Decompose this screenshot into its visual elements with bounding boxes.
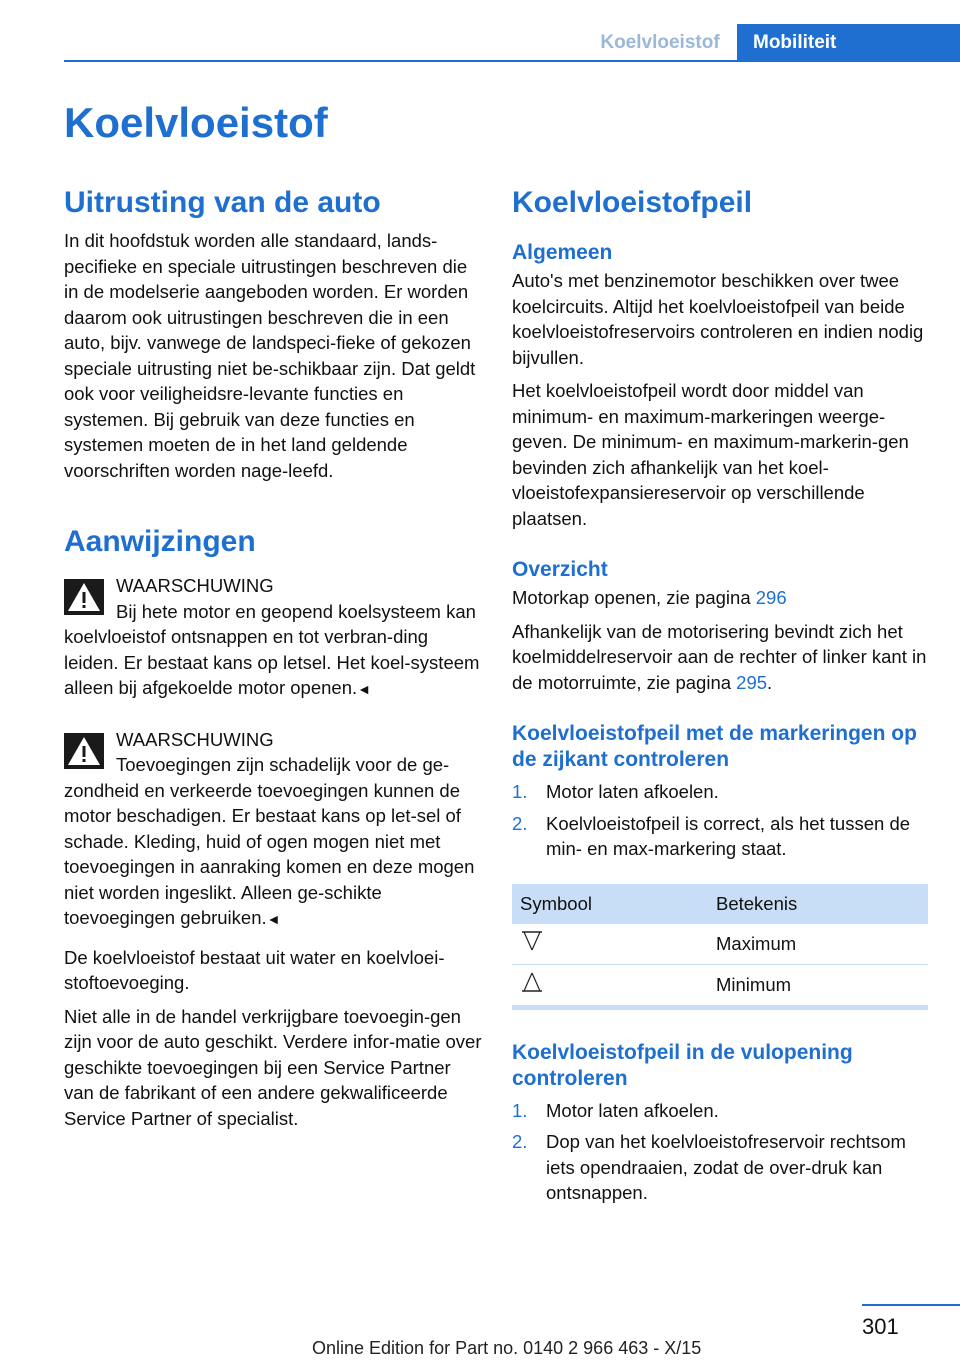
warning-block-2: [64, 727, 482, 933]
list-item: 2. Koelvloeistofpeil is correct, als het tussen de min- en max-markering staat.: [512, 812, 911, 859]
table-row: [512, 924, 928, 965]
subsection-title-filler-opening: Koelvloeistofpeil in de vulopening controleren: [512, 1040, 853, 1090]
right-column: [512, 184, 932, 1206]
subsection-title-overview: Overzicht: [512, 558, 608, 581]
table-header-meaning: Betekenis: [708, 884, 928, 924]
table-header-row: [512, 884, 928, 924]
table-row: [512, 964, 928, 1005]
section-title-coolant-level: Koelvloeistofpeil: [512, 186, 753, 219]
section-title-notes: Aanwijzingen: [64, 525, 256, 558]
general-text-2: Het koelvloeistofpeil wordt door middel van minimum- en maximum-markeringen weerge-geven. De minimum- en maximum-markerin-gen bevinden zich afhankelijk van het koel-vloeistofexpansiereservoir op verschillende plaatsen.: [512, 380, 909, 529]
table-bottom-rule: [512, 1006, 928, 1010]
end-mark: ◄: [266, 911, 281, 927]
max-marker-icon: [520, 930, 544, 952]
header-rule: [64, 60, 960, 62]
page-number: 301: [862, 1314, 899, 1339]
page-link-295[interactable]: 295: [736, 671, 768, 693]
table-cell-symbol: [512, 964, 708, 1005]
left-column: [64, 184, 482, 1131]
side-markings-steps: [512, 779, 932, 862]
warning-text: Bij hete motor en geopend koelsysteem kan koelvloeistof ontsnappen en tot verbran-ding leiden. Er bestaat kans op letsel. Het koel-systeem alleen bij afgekoelde motor openen.◄: [64, 600, 480, 698]
filler-opening-steps: [512, 1098, 932, 1206]
warning-block-1: [64, 573, 482, 703]
list-item: 1. Motor laten afkoelen.: [512, 781, 719, 802]
header-section-tab: Koelvloeistof: [600, 32, 720, 53]
warning-triangle-icon: [64, 733, 104, 769]
page-title: Koelvloeistof: [64, 99, 328, 146]
subsection-title-general: Algemeen: [512, 241, 613, 264]
table-cell-meaning: Minimum: [708, 964, 928, 1005]
general-text-1: Auto's met benzinemotor beschikken over twee koelcircuits. Altijd het koelvloeistofpeil van beide koelvloeistofreservoirs controleren en indien nodig bijvullen.: [512, 270, 924, 368]
overview-text-1: Motorkap openen, zie pagina 296: [512, 587, 787, 608]
warning-heading: WAARSCHUWING: [116, 728, 274, 750]
footer-rule: [862, 1304, 960, 1306]
symbol-table: [512, 884, 928, 1006]
equipment-text: In dit hoofdstuk worden alle standaard, lands-pecifieke en speciale uitrustingen beschreven die in de modelserie aangeboden worden. Er worden daarom ook uitrustingen beschreven die in een auto, bijv. vanwege de landspeci-fieke of gekozen speciale uitrusting niet be-schikbaar zijn. Dat geldt ook voor veiligheidsre-levante functies en systemen. Bij gebruik van deze functies en systemen moeten de in het land geldende voorschriften worden nage-leefd.: [64, 230, 476, 481]
list-item: 2. Dop van het koelvloeistofreservoir rechtsom iets opendraaien, zodat de over-druk kan ontsnappen.: [512, 1131, 906, 1203]
edition-note: Online Edition for Part no. 0140 2 966 463 - X/15: [312, 1338, 702, 1358]
header-chapter-tab: Mobiliteit: [737, 24, 960, 62]
coolant-composition-text: De koelvloeistof bestaat uit water en koelvloei-stoftoevoeging.: [64, 946, 445, 993]
additives-text: Niet alle in de handel verkrijgbare toevoegin-gen zijn voor de auto geschikt. Verdere infor-matie over geschikte toevoegingen bij een Service Partner van de fabrikant of een andere gekwalificeerde Service Partner of specialist.: [64, 1005, 482, 1129]
overview-text-2: Afhankelijk van de motorisering bevindt zich het koelmiddelreservoir aan de rechter of linker kant in de motorruimte, zie pagina 295.: [512, 620, 927, 693]
table-header-symbol: Symbool: [512, 884, 708, 924]
list-item: 1. Motor laten afkoelen.: [512, 1099, 719, 1121]
warning-triangle-icon: [64, 579, 104, 615]
table-cell-symbol: [512, 924, 708, 965]
warning-text: Toevoegingen zijn schadelijk voor de ge-zondheid en verkeerde toevoegingen kunnen de motor beschadigen. Er bestaat kans op let-sel of schade. Kleding, huid of ogen mogen niet met toevoegingen in aanraking komen en deze mogen niet worden ingeslikt. Alleen ge-schikte toevoegingen gebruiken.◄: [64, 754, 475, 928]
end-mark: ◄: [357, 681, 371, 697]
min-marker-icon: [520, 971, 544, 993]
warning-heading: WAARSCHUWING: [116, 575, 274, 596]
table-cell-meaning: Maximum: [708, 924, 928, 965]
subsection-title-side-markings: Koelvloeistofpeil met de markeringen op de zijkant controleren: [512, 722, 917, 771]
page-link-296[interactable]: 296: [755, 587, 787, 608]
section-title-equipment: Uitrusting van de auto: [64, 186, 381, 219]
